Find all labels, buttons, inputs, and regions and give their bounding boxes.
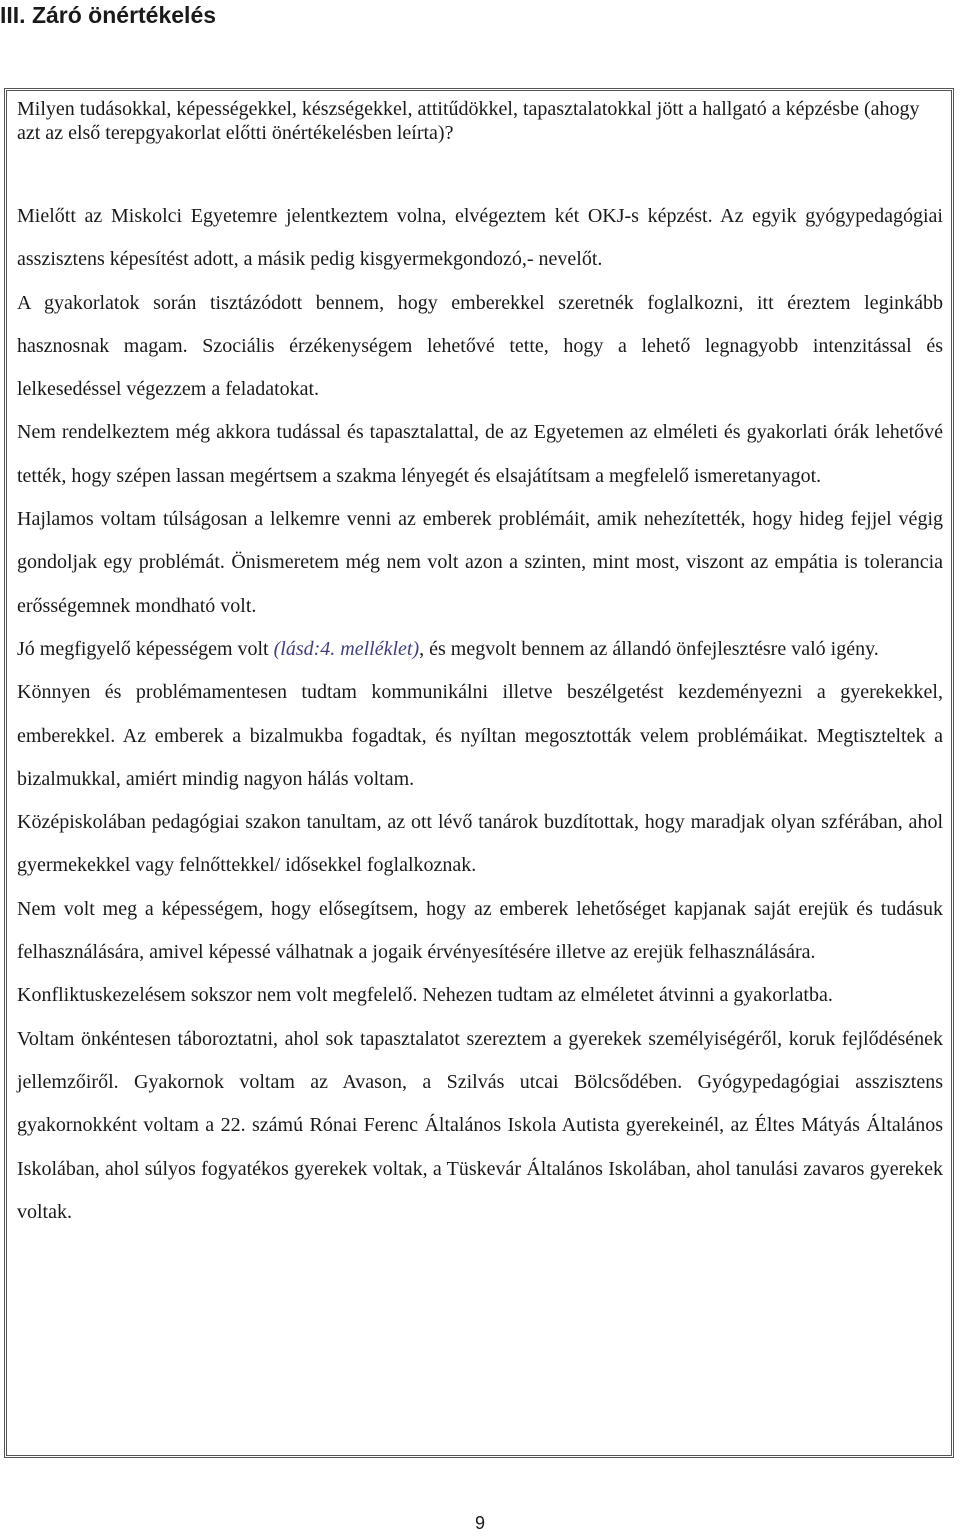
section-heading: III. Záró önértékelés [0, 2, 217, 28]
paragraph-8: Nem volt meg a képességem, hogy elősegítsem, hogy az emberek lehetőséget kapjanak saját erejük és tudásuk felhasználására, amivel képessé válhatnak a jogaik érvényesítésére illetve az erejük felhasználására. [17, 897, 943, 964]
answer-box [4, 88, 954, 1458]
paragraph-1: Mielőtt az Miskolci Egyetemre jelentkeztem volna, elvégeztem két OKJ-s képzést. Az egyik gyógypedagógiai asszisztens képesítést adott, a másik pedig kisgyermekgondozó,- nevelőt. [17, 205, 943, 271]
paragraph-3: Nem rendelkeztem még akkora tudással és tapasztalattal, de az Egyetemen az elméleti és gyakorlati órák lehetővé tették, hogy szépen lassan megértsem a szakma lényegét és elsajátítsam a megfelelő ismeretanyagot. [17, 421, 943, 487]
paragraph-2: A gyakorlatok során tisztázódott bennem, hogy emberekkel szeretnék foglalkozni, itt éreztem leginkább hasznosnak magam. Szociális érzékenységem lehetővé tette, hogy a lehető legnagyobb intenzitással és lelkesedéssel végezzem a feladatokat. [17, 291, 943, 401]
paragraph-10: Voltam önkéntesen táboroztatni, ahol sok tapasztalatot szereztem a gyerekek személyiségéről, koruk fejlődésének jellemzőiről. Gyakornok voltam az Avason, a Szilvás utcai Bölcsődében. Gyógypedagógiai asszisztens gyakornokként voltam a 22. számú Rónai Ferenc Általános Iskola Autista gyerekeinél, az Éltes Mátyás Általános Iskolában, ahol súlyos fogyatékos gyerekek voltak, a Tüskevár Általános Iskolában, ahol tanulási zavaros gyerekek voltak. [17, 1027, 943, 1223]
paragraph-5-start: Jó megfigyelő képességem volt [17, 637, 274, 660]
answer-body [17, 195, 943, 1234]
paragraph-5 [17, 628, 943, 671]
page-number: 9 [474, 1513, 485, 1533]
appendix-reference: (lásd:4. melléklet) [273, 637, 420, 660]
paragraph-5-end: , és megvolt bennem az állandó önfejlesztésre való igény. [419, 637, 879, 660]
paragraph-9: Konfliktuskezelésem sokszor nem volt megfelelő. Nehezen tudtam az elméletet átvinni a gyakorlatba. [17, 984, 833, 1007]
question-text: Milyen tudásokkal, képességekkel, készségekkel, attitűdökkel, tapasztalatokkal jött a hallgató a képzésbe (ahogy azt az első terepgyakorlat előtti önértékelésben leírta)? [17, 98, 920, 144]
paragraph-6: Könnyen és problémamentesen tudtam kommunikálni illetve beszélgetést kezdeményezni a gyerekekkel, emberekkel. Az emberek a bizalmukba fogadtak, és nyíltan megosztották velem problémáikat. Megtiszteltek a bizalmukkal, amiért mindig nagyon hálás voltam. [17, 681, 943, 790]
paragraph-4: Hajlamos voltam túlságosan a lelkemre venni az emberek problémáit, amik nehezítették, hogy hideg fejjel végig gondoljak egy problémát. Önismeretem még nem volt azon a szinten, mint most, viszont az empátia is tolerancia erősségemnek mondható volt. [17, 508, 943, 617]
paragraph-7: Középiskolában pedagógiai szakon tanultam, az ott lévő tanárok buzdítottak, hogy maradjak olyan szférában, ahol gyermekekkel vagy felnőttekkel/ idősekkel foglalkoznak. [17, 811, 943, 877]
